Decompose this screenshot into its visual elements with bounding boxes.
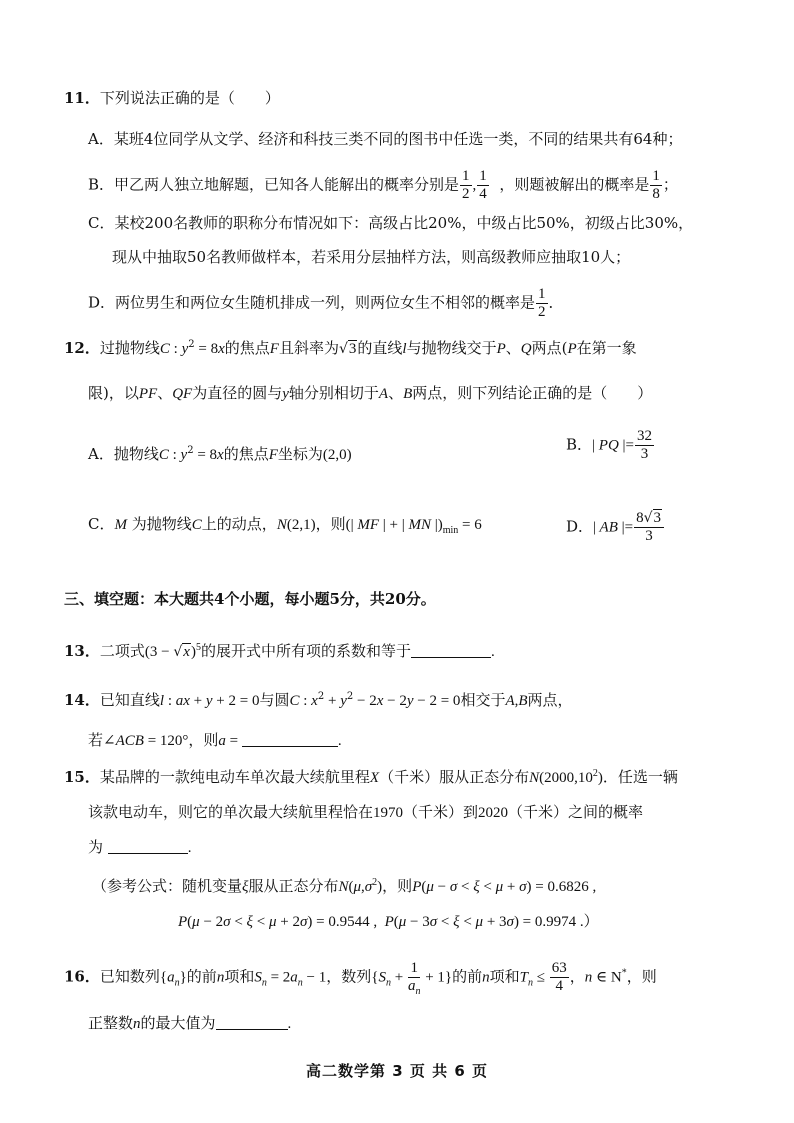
page-footer: 高二数学第 3 页 共 6 页	[306, 1062, 488, 1080]
option-12-b: B．| PQ |= $\frac{32}{3}$	[566, 428, 653, 462]
text: 的焦点	[223, 445, 269, 463]
text: ．任选一辆	[602, 768, 678, 786]
text: 项和	[489, 967, 520, 986]
text: 为	[88, 838, 104, 856]
question-number: 11．	[64, 89, 100, 107]
text: 两点，	[527, 691, 573, 709]
section-heading: 三、填空题：本大题共4个小题，每小题5分，共20分。	[64, 590, 436, 608]
text: C．	[88, 515, 115, 533]
question-16-line1: 16．已知数列$\{a_n\}$的前n项和$S_n = 2a_n - 1$，数列{$S_n$ + $\frac{1}{a_n}$ + 1}的前n项和$T_n$ ≤ $\frac{63}{4}$ ，n ∈ N*，则	[64, 960, 657, 997]
text: （千米）服从正态分布	[379, 768, 530, 786]
fraction: $\frac{1}{8}$	[652, 168, 660, 202]
text: 该款电动车，则它的单次最大续航里程恰在	[88, 803, 374, 821]
text: 的前	[186, 967, 217, 986]
text: B．	[566, 435, 593, 454]
text: 与圆	[259, 691, 290, 709]
fraction: $\frac{32}{3}$	[637, 428, 653, 462]
text: ，则	[188, 731, 219, 749]
fraction: $\frac{8√3}{3}$	[634, 510, 664, 545]
text: 为抛物线	[131, 515, 192, 533]
option-text: ，则题被解出的概率是	[499, 175, 650, 194]
answer-blank[interactable]	[216, 1013, 288, 1030]
text: 项和	[224, 967, 255, 986]
question-number: 16．	[64, 967, 100, 986]
text: 相交于	[460, 691, 506, 709]
option-text: D．两位男生和两位女生随机排成一列，则两位女生不相邻的概率是	[88, 293, 536, 312]
text: 上的动点，	[201, 515, 277, 533]
question-16-line2: 正整数n的最大值为 .	[88, 1014, 292, 1032]
text: 坐标为	[277, 445, 323, 463]
option-11-c-line2	[112, 246, 630, 268]
option-12-d: D．| AB |= $\frac{8√3}{3}$	[566, 510, 665, 545]
option-11-d: D．两位男生和两位女生随机排成一列，则两位女生不相邻的概率是 $\frac{1}{2}$ ．	[88, 286, 564, 320]
text: 两点(	[531, 339, 568, 357]
option-12-a: A．抛物线C : $y^2 = 8x$的焦点F坐标为(2,0)	[88, 445, 352, 463]
question-15-line3: 为 .	[88, 838, 192, 856]
text: 两点，则下列结论正确的是（ ）	[412, 384, 653, 402]
option-text: A．某班4位同学从文学、经济和科技三类不同的图书中任选一类，不同的结果共有64种；	[88, 130, 683, 148]
text: ，则	[315, 515, 346, 533]
text: 的直线	[357, 339, 403, 357]
answer-blank[interactable]	[108, 837, 188, 854]
text: 在第一象	[576, 339, 637, 357]
text: 的最大值为	[140, 1014, 216, 1032]
text: 正整数	[88, 1014, 134, 1032]
text: ，	[569, 967, 585, 986]
question-text: 下列说法正确的是（ ）	[99, 89, 280, 107]
question-14-line1: 14．已知直线l : ax + y + 2 = 0与圆C : $x^2 + y^2 - 2x - 2y - 2 = 0$相交于A,B两点，	[64, 691, 573, 709]
text: ，数列	[326, 967, 372, 986]
question-number: 13．	[64, 642, 100, 660]
text: 为直径的圆与	[192, 384, 283, 402]
question-11-stem	[64, 87, 280, 109]
text: 轴分别相切于	[288, 384, 379, 402]
text: ，则	[626, 967, 657, 986]
option-text: B．甲乙两人独立地解题，已知各人能解出的概率分别是	[88, 175, 460, 194]
question-number: 15．	[64, 768, 100, 786]
option-11-b: B．甲乙两人独立地解题，已知各人能解出的概率分别是 $\frac{1}{2}$ , $\frac{1}{4}$ ，则题被解出的概率是 $\frac{1}{8}$ ；	[88, 168, 678, 202]
question-12-line2: 限)，以PF、QF为直径的圆与y轴分别相切于A、B两点，则下列结论正确的是（ ）	[88, 384, 653, 402]
text: 的前	[452, 967, 483, 986]
text: 某品牌的一款纯电动车单次最大续航里程	[99, 768, 370, 786]
text: 服从正态分布	[248, 877, 339, 895]
text: A．抛物线	[88, 445, 159, 463]
text: D．	[566, 517, 594, 536]
option-11-a	[88, 128, 682, 150]
question-14-line2: 若∠ACB = 120°，则a = .	[88, 731, 342, 749]
option-11-c-line1	[88, 212, 693, 234]
text: （参考公式：随机变量	[92, 877, 243, 895]
text: 的焦点	[224, 339, 270, 357]
text: 若	[88, 731, 104, 749]
text: 限)，以	[88, 384, 139, 402]
answer-blank[interactable]	[411, 641, 491, 658]
answer-blank[interactable]	[242, 730, 338, 747]
question-number: 12．	[64, 339, 100, 357]
text: 已知数列	[99, 967, 160, 986]
text: 与抛物线交于	[406, 339, 497, 357]
text: 已知直线	[99, 691, 160, 709]
fraction: $\frac{1}{2}$	[538, 286, 546, 320]
fraction: $\frac{1}{4}$	[479, 168, 487, 202]
option-12-c: C．M 为抛物线C上的动点，N(2,1)，则(| MF | + | MN $|)_{min} = 6$	[88, 515, 482, 536]
question-15-line2: 该款电动车，则它的单次最大续航里程恰在1970（千米）到2020（千米）之间的概率	[88, 803, 644, 821]
text: （千米）之间的概率	[508, 803, 644, 821]
question-13: 13．二项式$(3 - √x)^5$的展开式中所有项的系数和等于 .	[64, 642, 495, 660]
fraction: $\frac{63}{4}$	[551, 960, 567, 994]
fraction: $\frac{1}{2}$	[462, 168, 470, 202]
option-text: 现从中抽取50名教师做样本，若采用分层抽样方法，则高级教师应抽取10人；	[112, 248, 631, 266]
question-12-line1: 12．过抛物线C : $y^2 = 8x$的焦点F且斜率为√3的直线l与抛物线交于P、Q两点(P在第一象	[64, 339, 637, 357]
option-text: C．某校200名教师的职称分布情况如下：高级占比20%，中级占比50%，初级占比30%，	[88, 214, 694, 232]
reference-formula-line1: （参考公式：随机变量ξ服从正态分布$N(\mu,\sigma^2)$，则P(μ − σ < ξ < μ + σ) = 0.6826 ,	[92, 877, 597, 895]
question-number: 14．	[64, 691, 100, 709]
text: 且斜率为	[278, 339, 339, 357]
reference-formula-line2: P(μ − 2σ < ξ < μ + 2σ) = 0.9544 , P(μ − 3σ < ξ < μ + 3σ) = 0.9974 .）	[178, 914, 599, 930]
text: 的展开式中所有项的系数和等于	[200, 642, 411, 660]
text: 二项式	[99, 642, 145, 660]
text: （千米）到	[403, 803, 479, 821]
text: 过抛物线	[99, 339, 160, 357]
fraction: $\frac{1}{a_n}$	[407, 960, 421, 997]
question-15-line1: 15．某品牌的一款纯电动车单次最大续航里程X（千米）服从正态分布N(2000,10$^2$)．任选一辆	[64, 768, 678, 786]
text: ，则	[382, 877, 413, 895]
